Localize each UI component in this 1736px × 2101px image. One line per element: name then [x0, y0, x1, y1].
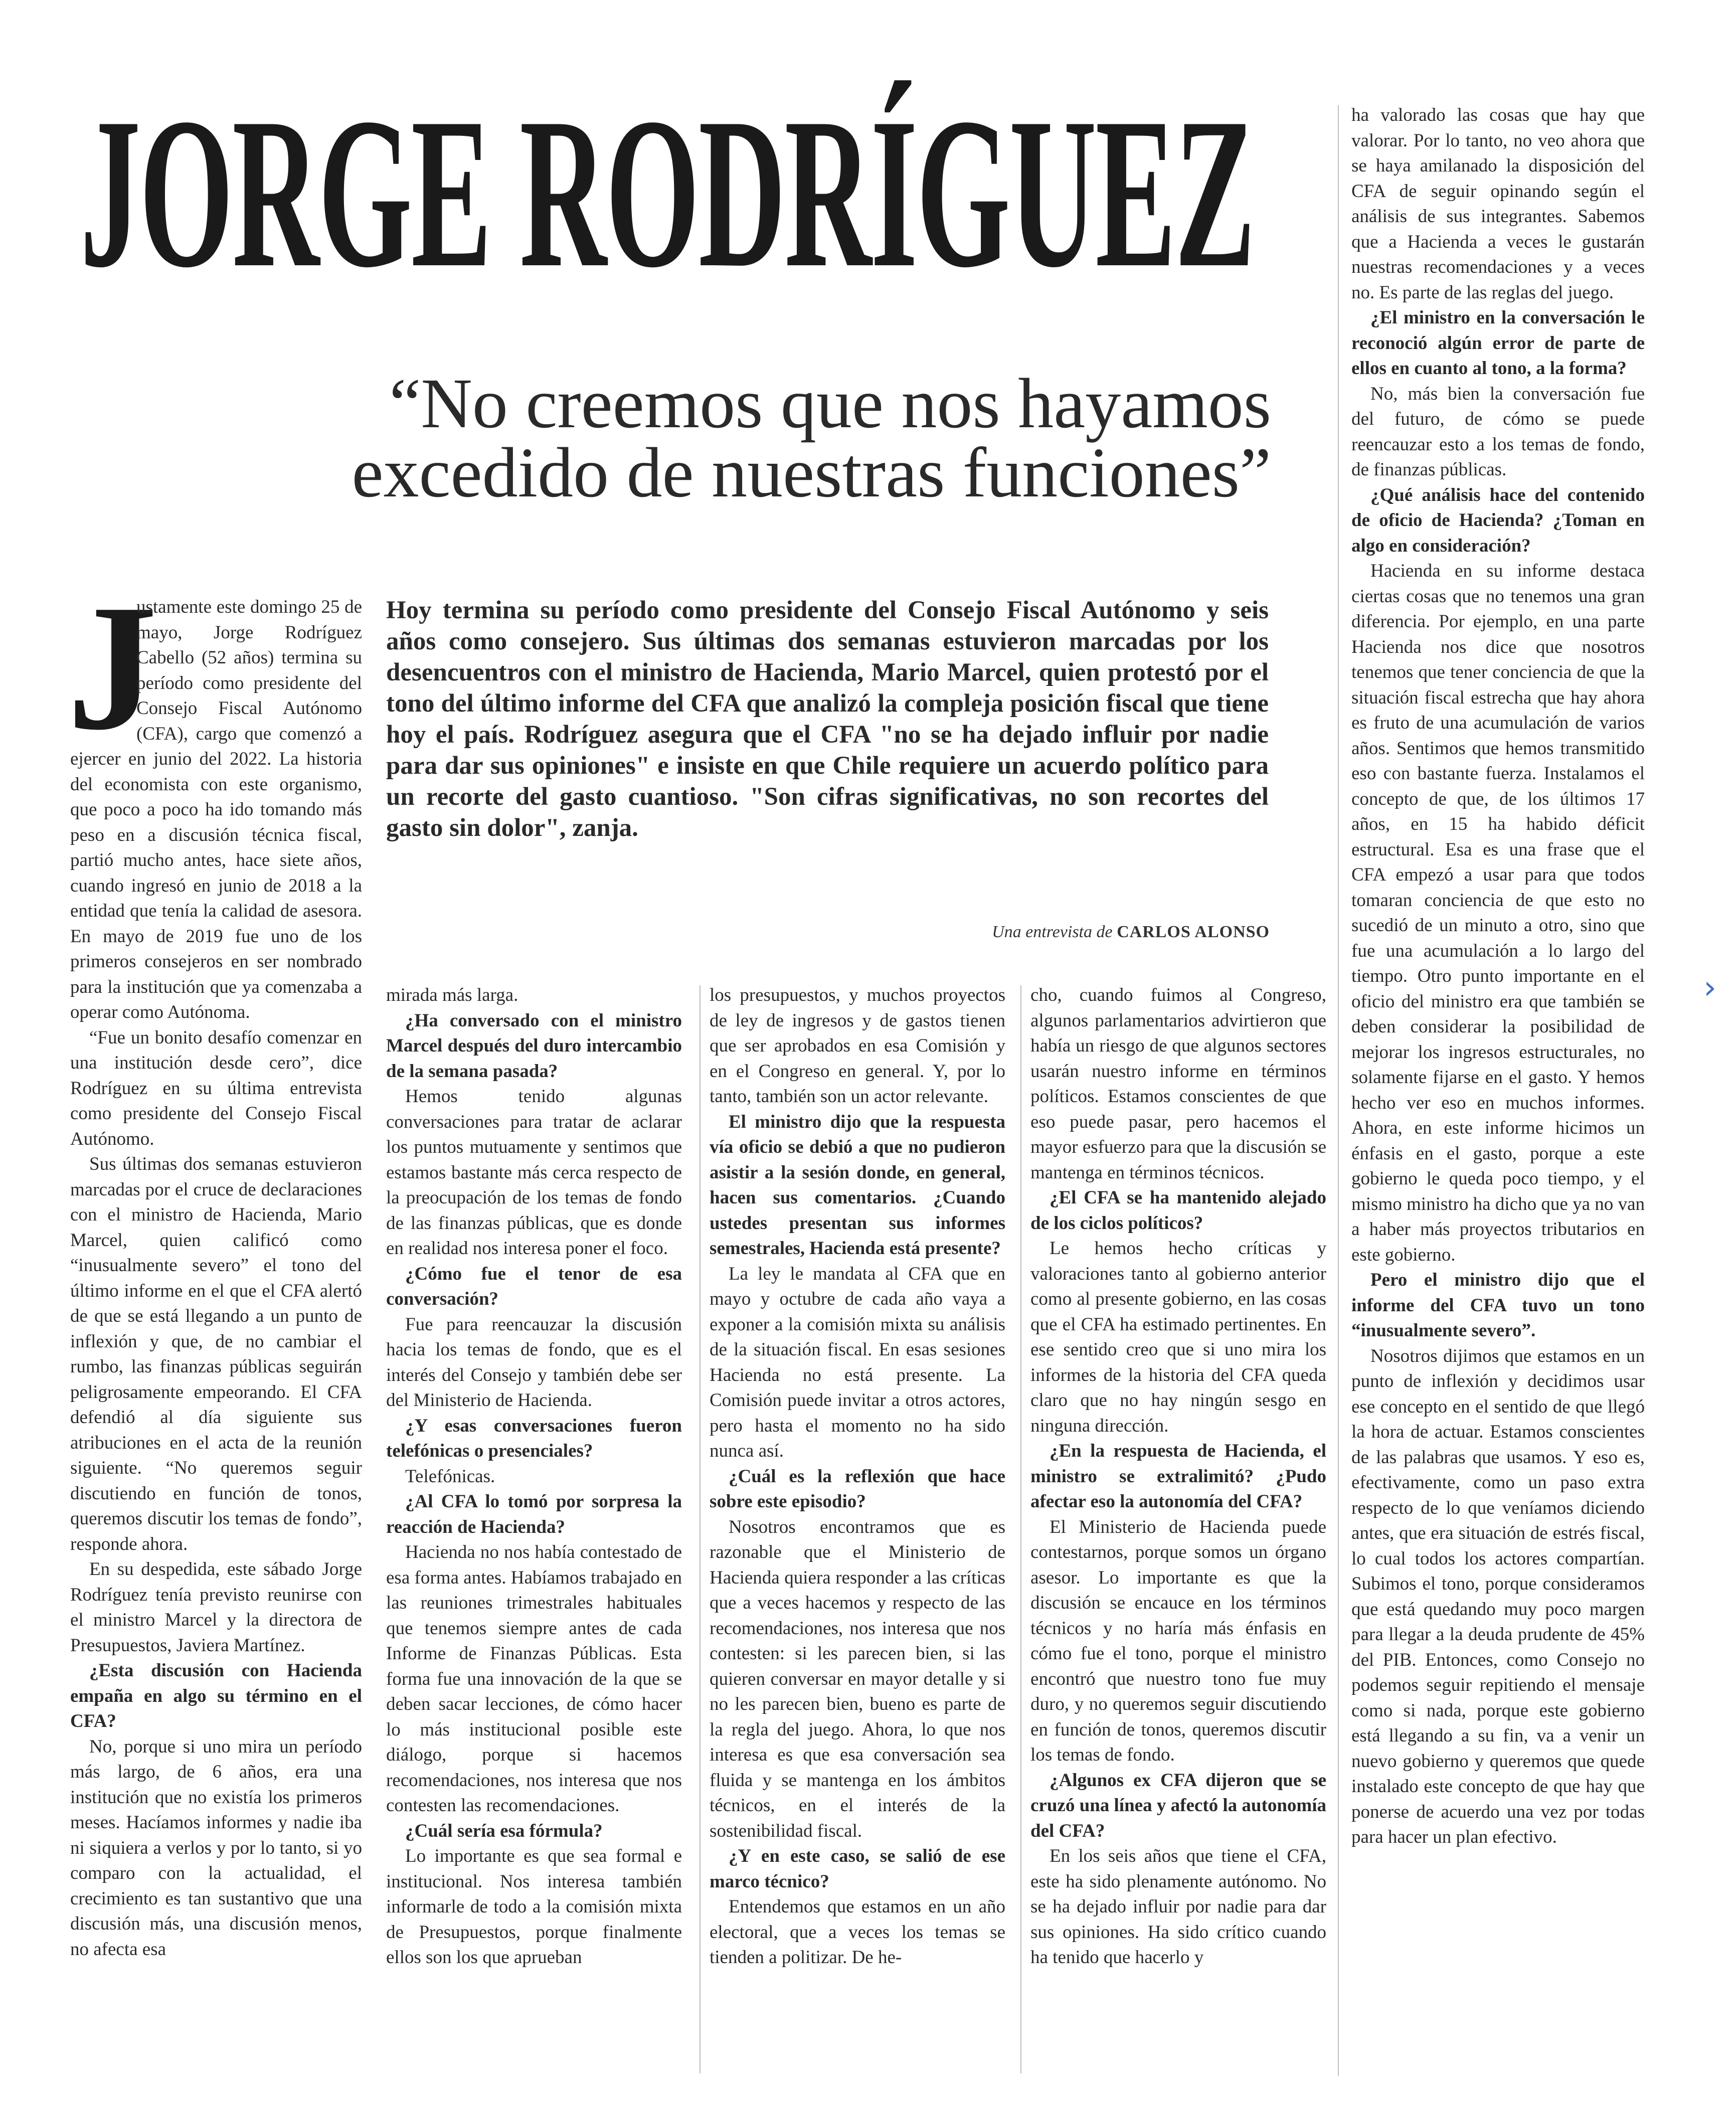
drop-cap: J [67, 567, 157, 767]
pull-quote: “No creemos que nos hayamos excedido de nuestras funciones” [352, 364, 1271, 512]
interview-question: ¿Ha conversado con el ministro Marcel después del duro intercambio de la semana pasada? [386, 1010, 682, 1082]
article-paragraph: Telefónicas. [405, 1466, 495, 1487]
interview-question: ¿El CFA se ha mantenido alejado de los ciclos políticos? [1030, 1187, 1326, 1234]
article-paragraph: cho, cuando fuimos al Congreso, algunos parlamentarios advirtieron que había un riesgo de que algunos sectores usarán nuestro informe en términos políticos. Estamos conscientes de que eso puede pasar, pero hacemos el mayor esfuerzo para que la discusión se mantenga en términos técnicos. [1030, 985, 1326, 1183]
article-paragraph: ha valorado las cosas que hay que valorar. Por lo tanto, no veo ahora que se haya amilanado la disposición del CFA de seguir opinando según el análisis de sus integrantes. Sabemos que a Hacienda a veces le gustarán nuestras recomendaciones y a veces no. Es parte de las reglas del juego. [1351, 105, 1645, 303]
article-paragraph: El Ministerio de Hacienda puede contestarnos, porque somos un órgano asesor. Lo importante es que la discusión se encauce en los términos técnicos y no haría más énfasis en cómo fue el tono, porque el ministro encontró que nuestro tono fue muy duro, y no queremos seguir discutiendo en función de tonos, queremos discutir los temas de fondo. [1030, 1516, 1326, 1765]
article-paragraph: los presupuestos, y muchos proyectos de ley de ingresos y de gastos tienen que ser aprobados en esa Comisión y en el Congreso en general. Y, por lo tanto, también son un actor relevante. [710, 985, 1005, 1107]
column-rule [1338, 105, 1339, 2076]
article-paragraph: mirada más larga. [386, 985, 518, 1005]
column-rule [700, 985, 701, 2073]
article-paragraph: Hemos tenido algunas conversaciones para tratar de aclarar los puntos mutuamente y sentimos que estamos bastante más cerca respecto de la preocupación de los temas de fondo de las finanzas públicas, que es donde en realidad nos interesa poner el foco. [386, 1086, 682, 1259]
interview-question: ¿Cómo fue el tenor de esa conversación? [386, 1263, 682, 1309]
article-paragraph: Entendemos que estamos en un año electoral, que a veces los temas se tienden a politizar. De he- [710, 1896, 1005, 1968]
interview-question: ¿En la respuesta de Hacienda, el ministro se extralimitó? ¿Pudo afectar eso la autonomía del CFA? [1030, 1441, 1326, 1512]
article-paragraph: Le hemos hecho críticas y valoraciones tanto al gobierno anterior como al presente gobierno, en las cosas que el CFA ha estimado pertinentes. En ese sentido creo que si uno mira los informes de la historia del CFA queda claro que no hay ningún sesgo en ninguna dirección. [1030, 1238, 1326, 1436]
article-paragraph: Fue para reencauzar la discusión hacia los temas de fondo, que es el interés del Consejo y también debe ser del Ministerio de Hacienda. [386, 1314, 682, 1411]
article-paragraph: En su despedida, este sábado Jorge Rodríguez tenía previsto reunirse con el ministro Marcel y la directora de Presupuestos, Javiera Martínez. [70, 1559, 362, 1656]
article-column-5 [1351, 103, 1645, 1850]
article-paragraph: No, porque si uno mira un período más largo, de 6 años, era una institución que no existía los primeros meses. Hacíamos informes y nadie iba ni siquiera a verlos y por lo tanto, si yo comparo con la actualidad, el crecimiento es tan sustantivo que una discusión más, una discusión menos, no afecta esa [70, 1736, 362, 1960]
interview-question: ¿El ministro en la conversación le reconoció algún error de parte de ellos en cuanto al tono, a la forma? [1351, 307, 1645, 379]
interview-question: ¿Cuál es la reflexión que hace sobre este episodio? [710, 1466, 1005, 1512]
article-paragraph: Lo importante es que sea formal e institucional. Nos interesa también informarle de todo a la comisión mixta de Presupuestos, porque finalmente ellos son los que aprueban [386, 1846, 682, 1968]
interview-question: El ministro dijo que la respuesta vía oficio se debió a que no pudieron asistir a la sesión donde, en general, hacen sus comentarios. ¿Cuando ustedes presentan sus informes semestrales, Hacienda está presente? [710, 1111, 1005, 1259]
column-rule [1020, 985, 1021, 2073]
article-paragraph: La ley le mandata al CFA que en mayo y octubre de cada año vaya a exponer a la comisión mixta su análisis de la situación fiscal. En esas sesiones Hacienda no está presente. La Comisión puede invitar a otros actores, pero hasta el momento no ha sido nunca así. [710, 1263, 1005, 1461]
interview-question: ¿Cuál sería esa fórmula? [405, 1820, 603, 1841]
byline-author: CARLOS ALONSO [1117, 923, 1270, 941]
paragraph-text: ustamente este domingo 25 de mayo, Jorge Rodríguez Cabello (52 años) termina su período como presidente del Consejo Fiscal Autónomo (CFA), cargo que comenzó a ejercer en junio del 2022. La historia del economista con este organismo, que poco a poco ha ido tomando más peso en a discusión técnica fiscal, partió mucho antes, hace siete años, cuando ingresó en junio de 2018 a la entidad que tenía la calidad de asesora. En mayo de 2019 fue uno de los primeros consejeros en ser nombrado para la institución que ya comenzaba a operar como Autónoma. [70, 597, 362, 1022]
article-column-2 [386, 983, 682, 1971]
next-page-chevron-icon[interactable]: › [1703, 969, 1716, 1006]
article-column-4 [1030, 983, 1326, 1971]
byline-lead: Una entrevista de [992, 923, 1113, 941]
article-paragraph: Nosotros encontramos que es razonable que el Ministerio de Hacienda quiera responder a las críticas que a veces hacemos y respecto de las recomendaciones, nos interesa que nos contesten: si les parecen bien, si las quieren conversar en mayor detalle y si no les parecen bien, bueno es parte de la regla del juego. Ahora, lo que nos interesa es que esa conversación sea fluida y se mantenga en los ámbitos técnicos, en el interés de la sostenibilidad fiscal. [710, 1516, 1005, 1841]
interview-question: ¿Al CFA lo tomó por sorpresa la reacción de Hacienda? [386, 1491, 682, 1537]
article-paragraph: Hacienda en su informe destaca ciertas cosas que no tenemos una gran diferencia. Por ejemplo, en una parte Hacienda nos dice que nosotros tenemos que tener conciencia de que la situación fiscal estrecha que hay ahora es fruto de una acumulación de varios años. Sentimos que hemos transmitido eso con bastante fuerza. Instalamos el concepto de que, de los últimos 17 años, en 15 ha habido déficit estructural. Esa es una frase que el CFA empezó a usar para que todos tomaran conciencia de que esto no sucedió de un minuto a otro, sino que fue una acumulación a lo largo del tiempo. Otro punto importante en el oficio del ministro era que también se deben considerar la posibilidad de mejorar los ingresos estructurales, no solamente fijarse en el gasto. Y hemos hecho ver eso en muchos informes. Ahora, en este informe hicimos un énfasis en el gasto, porque a este gobierno le queda poco tiempo, y el mismo ministro ha dicho que ya no van a haber más proyectos tributarios en este gobierno. [1351, 561, 1645, 1265]
headline: JORGE RODRÍGUEZ [80, 74, 1255, 312]
interview-question: ¿Algunos ex CFA dijeron que se cruzó una línea y afectó la autonomía del CFA? [1030, 1770, 1326, 1841]
interview-question: Pero el ministro dijo que el informe del CFA tuvo un tono “inusualmente severo”. [1351, 1270, 1645, 1341]
article-paragraph: Nosotros dijimos que estamos en un punto de inflexión y decidimos usar ese concepto en el sentido de que llegó la hora de actuar. Estamos conscientes de las palabras que usamos. Y eso es, efectivamente, como un paso extra respecto de lo que veníamos diciendo antes, que era situación de estrés fiscal, lo cual todos los actores compartían. Subimos el tono, porque consideramos que está quedando muy poco margen para llegar a la deuda prudente de 45% del PIB. Entonces, como Consejo no podemos seguir repitiendo el mensaje como si nada, porque este gobierno está llegando a su fin, va a venir un nuevo gobierno y queremos que quede instalado este concepto de que hay que ponerse de acuerdo una vez por todas para hacer un plan efectivo. [1351, 1345, 1645, 1847]
article-paragraph [67, 567, 362, 1025]
interview-question: ¿Esta discusión con Hacienda empaña en algo su término en el CFA? [70, 1660, 362, 1731]
article-paragraph: “Fue un bonito desafío comenzar en una institución desde cero”, dice Rodríguez en su última entrevista como presidente del Consejo Fiscal Autónomo. [70, 1027, 362, 1149]
interview-question: ¿Qué análisis hace del contenido de oficio de Hacienda? ¿Toman en algo en consideración? [1351, 484, 1645, 556]
article-paragraph: No, más bien la conversación fue del futuro, de cómo se puede reencauzar esto a los temas de fondo, de finanzas públicas. [1351, 383, 1645, 480]
prev-page-chevron-icon[interactable] [0, 970, 9, 1005]
article-column-1 [67, 567, 362, 1962]
article-paragraph: Hacienda no nos había contestado de esa forma antes. Habíamos trabajado en las reuniones trimestrales habituales que tenemos siempre antes de cada Informe de Finanzas Públicas. Esta forma fue una innovación de la que se deben sacar lecciones, de cómo hacer lo más institucional posible este diálogo, porque si hacemos recomendaciones, nos interesa que nos contesten las recomendaciones. [386, 1542, 682, 1816]
article-column-3 [710, 983, 1005, 1971]
intro-summary: Hoy termina su período como presidente del Consejo Fiscal Autónomo y seis años como consejero. Sus últimas dos semanas estuvieron marcadas por los desencuentros con el ministro de Hacienda, Mario Marcel, quien protestó por el tono del último informe del CFA que analizó la compleja posición fiscal que tiene hoy el país. Rodríguez asegura que el CFA "no se ha dejado influir por nadie para dar sus opiniones" e insiste en que Chile requiere un acuerdo político para un recorte del gasto cuantioso. "Son cifras significativas, no son recortes del gasto sin dolor", zanja. [386, 596, 1269, 842]
interview-question: ¿Y esas conversaciones fueron telefónicas o presenciales? [386, 1415, 682, 1461]
interview-question: ¿Y en este caso, se salió de ese marco técnico? [710, 1846, 1005, 1892]
article-paragraph: Sus últimas dos semanas estuvieron marcadas por el cruce de declaraciones con el ministro de Hacienda, Mario Marcel, quien calificó como “inusualmente severo” el tono del último informe en el que el CFA alertó de que se está llegando a un punto de inflexión y que, de no cambiar el rumbo, las finanzas públicas seguirán peligrosamente empeorando. El CFA defendió al día siguiente sus atribuciones en el acta de la reunión siguiente. “No queremos seguir discutiendo en función de tonos, queremos discutir los temas de fondo”, responde ahora. [70, 1154, 362, 1554]
byline [752, 923, 1270, 942]
article-paragraph: En los seis años que tiene el CFA, este ha sido plenamente autónomo. No se ha dejado influir por nadie para dar sus opiniones. Ha sido crítico cuando ha tenido que hacerlo y [1030, 1846, 1326, 1968]
